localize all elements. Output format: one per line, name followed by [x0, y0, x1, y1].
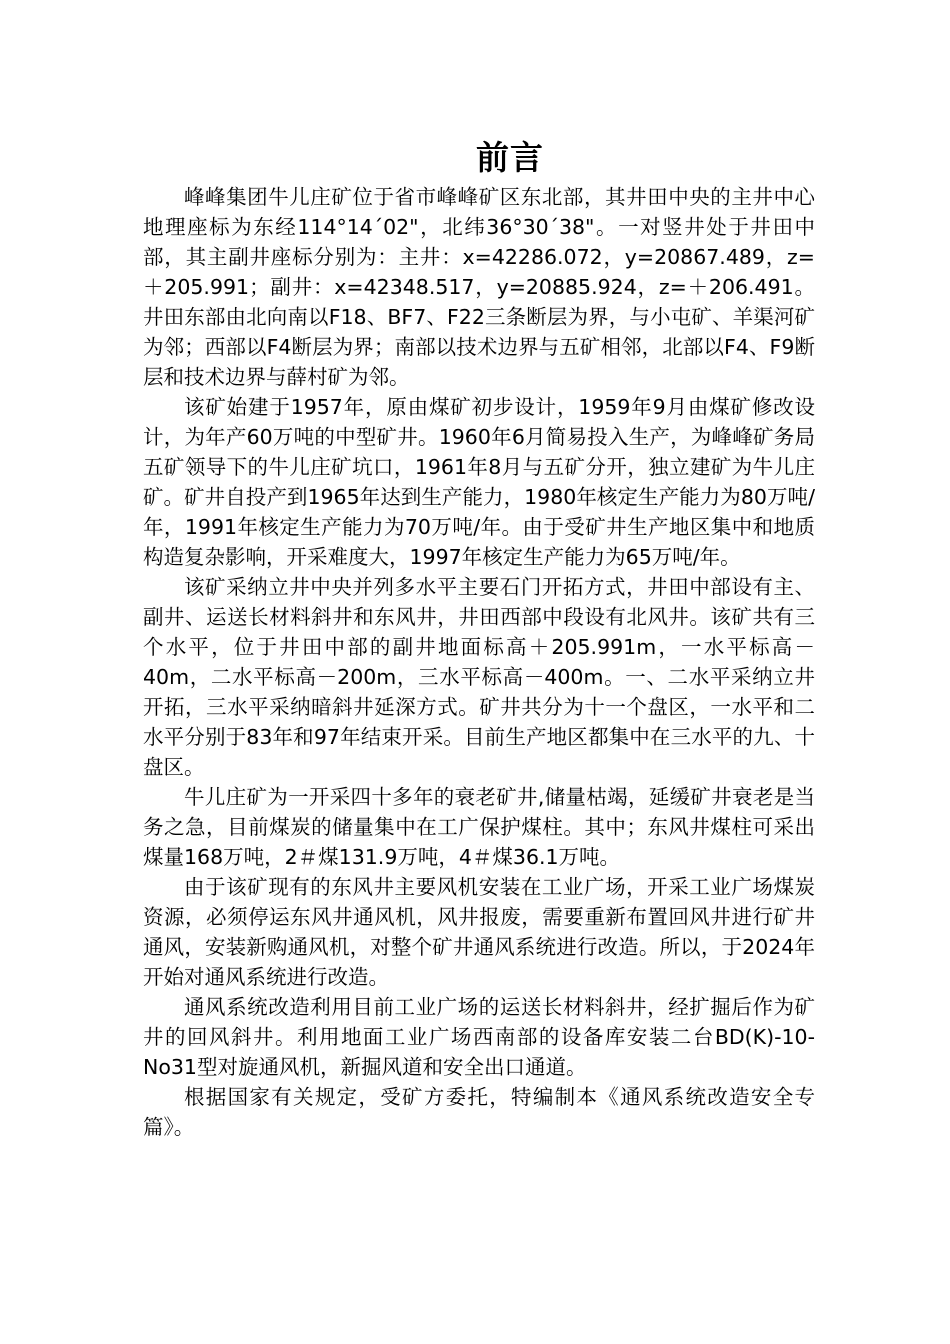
document-body	[143, 182, 815, 1142]
paragraph-commission: 根据国家有关规定，受矿方委托，特编制本《通风系统改造安全专篇》。	[143, 1085, 815, 1139]
paragraph-location: 峰峰集团牛儿庄矿位于省市峰峰矿区东北部，其井田中央的主井中心地理座标为东经114°14´02"，北纬36°30´38"。一对竖井处于井田中部，其主副井座标分别为：主井：x=42286.072，y=20867.489，z=＋205.991；副井：x=42348.517，y=20885.924，z=＋206.491。井田东部由北向南以F18、BF7、F22三条断层为界，与小屯矿、羊渠河矿为邻；西部以F4断层为界；南部以技术边界与五矿相邻，北部以F4、F9断层和技术边界与薛村矿为邻。	[143, 185, 815, 389]
paragraph-reserves: 牛儿庄矿为一开采四十多年的衰老矿井,储量枯竭，延缓矿井衰老是当务之急，目前煤炭的储量集中在工广保护煤柱。其中；东风井煤柱可采出煤量168万吨，2＃煤131.9万吨，4＃煤36.1万吨。	[143, 785, 815, 869]
paragraph-development: 该矿采纳立井中央并列多水平主要石门开拓方式，井田中部设有主、副井、运送长材料斜井和东风井，井田西部中段设有北风井。该矿共有三个水平，位于井田中部的副井地面标高＋205.991m，一水平标高－40m，二水平标高－200m，三水平标高－400m。一、二水平采纳立井开拓，三水平采纳暗斜井延深方式。矿井共分为十一个盘区，一水平和二水平分别于83年和97年结束开采。目前生产地区都集中在三水平的九、十盘区。	[143, 575, 815, 779]
paragraph-reason: 由于该矿现有的东风井主要风机安装在工业广场，开采工业广场煤炭资源，必须停运东风井通风机，风井报废，需要重新布置回风井进行矿井通风，安装新购通风机，对整个矿井通风系统进行改造。所以，于2024年开始对通风系统进行改造。	[143, 875, 815, 989]
paragraph-history: 该矿始建于1957年，原由煤矿初步设计，1959年9月由煤矿修改设计，为年产60万吨的中型矿井。1960年6月简易投入生产，为峰峰矿务局五矿领导下的牛儿庄矿坑口，1961年8月与五矿分开，独立建矿为牛儿庄矿。矿井自投产到1965年达到生产能力，1980年核定生产能力为80万吨/年，1991年核定生产能力为70万吨/年。由于受矿井生产地区集中和地质构造复杂影响，开采难度大，1997年核定生产能力为65万吨/年。	[143, 395, 815, 569]
page-title: 前言	[476, 138, 544, 177]
paragraph-plan: 通风系统改造利用目前工业广场的运送长材料斜井，经扩掘后作为矿井的回风斜井。利用地面工业广场西南部的设备库安装二台BD(K)-10-No31型对旋通风机，新掘风道和安全出口通道。	[143, 995, 815, 1079]
